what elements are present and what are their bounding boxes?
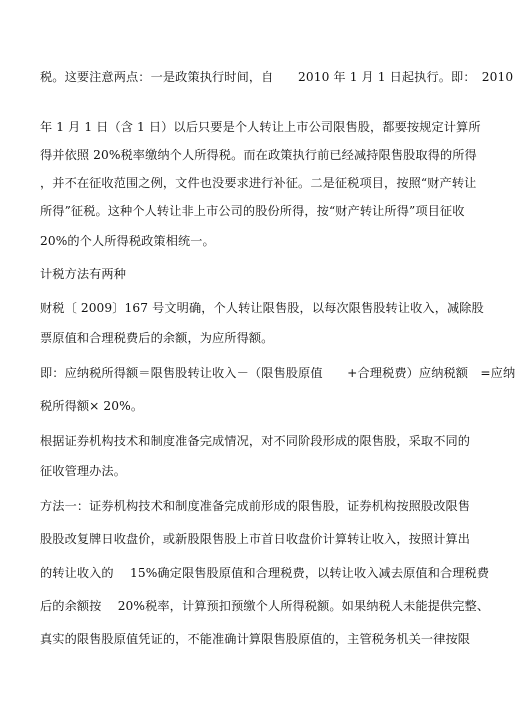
formula-line: 税所得额× 20%。 [40,399,144,413]
section-heading: 计税方法有两种 [40,267,127,281]
text-line: 得并依照 20%税率缴纳个人所得税。而在政策执行前已经减持限售股取得的所得 [40,148,477,162]
formula-line: 即：应纳税所得额＝限售股转让收入－（限售股原值 +合理税费）应纳税额 =应纳 [40,366,515,380]
text-line: 年 1 月 1 日（含 1 日）以后只要是个人转让上市公司限售股，都要按规定计算所 [40,120,481,134]
text-line: 征收管理办法。 [40,464,127,478]
text-line: 真实的限售股原值凭证的，不能准确计算限售股原值的，主管税务机关一律按限 [40,632,471,646]
text-line: 所得”征税。这种个人转让非上市公司的股份所得，按“财产转让所得”项目征收 [40,204,465,218]
text-line: 20%的个人所得税政策相统一。 [40,234,215,248]
text-line: 方法一：证券机构技术和制度准备完成前形成的限售股，证券机构按照股改限售 [40,499,471,513]
text-line: ，并不在征收范围之例，文件也没要求进行补征。二是征税项目，按照“财产转让 [40,176,477,190]
text-line: 根据证券机构技术和制度准备完成情况，对不同阶段形成的限售股，采取不同的 [40,434,471,448]
text-line: 财税〔 2009〕167 号文明确，个人转让限售股，以每次限售股转让收入，减除股 [40,301,484,315]
text-line: 税。这要注意两点：一是政策执行时间，自 2010 年 1 月 1 日起执行。即： 2010 [40,70,514,84]
text-line: 后的余额按 20%税率，计算预扣预缴个人所得税额。如果纳税人未能提供完整、 [40,599,490,613]
text-line: 票原值和合理税费后的余额，为应所得额。 [40,331,274,345]
text-line: 的转让收入的 15%确定限售股原值和合理税费，以转让收入减去原值和合理税费 [40,566,490,580]
text-line: 股股改复牌日收盘价，或新股限售股上市首日收盘价计算转让收入，按照计算出 [40,532,471,546]
